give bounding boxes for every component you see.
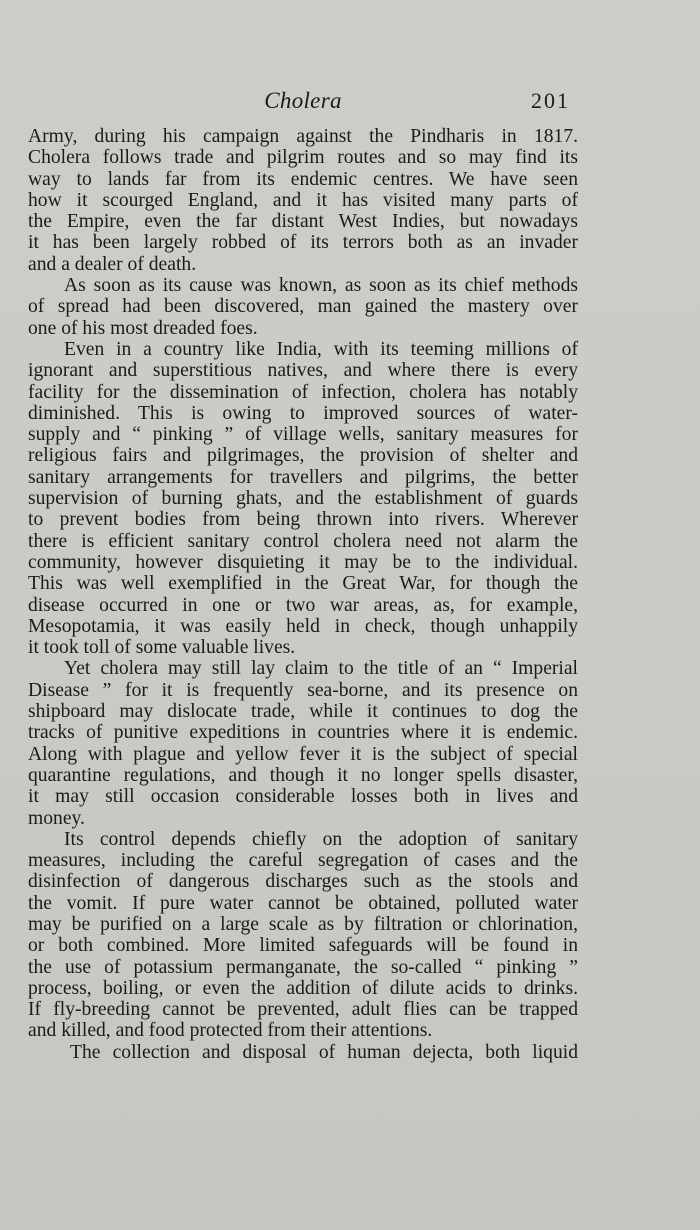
text-line: or both combined. More limited safeguards will be found in: [28, 935, 578, 957]
text-line: to prevent bodies from being thrown into rivers. Wherever: [28, 509, 578, 531]
text-line: Even in a country like India, with its teeming millions of: [64, 338, 578, 360]
running-head: [28, 84, 578, 118]
text-line: ignorant and superstitious natives, and where there is every: [28, 360, 578, 382]
text-line: supply and “ pinking ” of village wells, sanitary measures for: [28, 424, 578, 446]
text-line: This was well exemplified in the Great War, for though the: [28, 573, 578, 595]
text-line: facility for the dissemination of infection, cholera has notably: [28, 381, 578, 403]
text-line: shipboard may dislocate trade, while it continues to dog the: [28, 701, 578, 723]
text-line: may be purified on a large scale as by filtration or chlorination,: [28, 913, 578, 935]
text-line: religious fairs and pilgrimages, the provision of shelter and: [28, 445, 578, 467]
page-number: 201: [531, 88, 570, 113]
text-line: it has been largely robbed of its terrors both as an invader: [28, 232, 578, 254]
text-line: tracks of punitive expeditions in countries where it is endemic.: [28, 722, 578, 744]
text-line: Army, during his campaign against the Pindharis in 1817.: [28, 126, 578, 147]
text-line: disease occurred in one or two war areas, as, for example,: [28, 594, 578, 616]
text-line: it took toll of some valuable lives.: [28, 637, 296, 659]
text-line: money.: [28, 807, 85, 829]
text-line: Disease ” for it is frequently sea-borne, and its presence on: [28, 679, 578, 701]
text-line: The collection and disposal of human dejecta, both liquid: [70, 1041, 578, 1063]
text-line: If fly-breeding cannot be prevented, adult flies can be trapped: [28, 999, 578, 1021]
text-line: Along with plague and yellow fever it is the subject of special: [28, 743, 578, 765]
text-line: one of his most dreaded foes.: [28, 317, 258, 339]
text-line: the vomit. If pure water cannot be obtained, polluted water: [28, 892, 578, 914]
text-line: the use of potassium permanganate, the so-called “ pinking ”: [28, 956, 578, 978]
text-line: process, boiling, or even the addition of dilute acids to drinks.: [28, 977, 578, 999]
text-line: As soon as its cause was known, as soon as its chief methods: [64, 275, 578, 297]
text-line: there is efficient sanitary control cholera need not alarm the: [28, 530, 578, 552]
body-text: [28, 126, 578, 1063]
text-line: and killed, and food protected from their attentions.: [28, 1020, 433, 1042]
text-line: Cholera follows trade and pilgrim routes and so may find its: [28, 147, 578, 169]
text-line: of spread had been discovered, man gained the mastery over: [28, 296, 578, 318]
running-title: Cholera: [264, 88, 342, 113]
text-line: Mesopotamia, it was easily held in check, though unhappily: [28, 615, 578, 637]
text-line: Yet cholera may still lay claim to the title of an “ Imperial: [64, 658, 578, 680]
text-line: community, however disquieting it may be to the individual.: [28, 551, 578, 573]
text-line: disinfection of dangerous discharges such as the stools and: [28, 871, 578, 893]
text-line: Its control depends chiefly on the adoption of sanitary: [64, 828, 578, 850]
text-line: sanitary arrangements for travellers and pilgrims, the better: [28, 466, 578, 488]
text-line: it may still occasion considerable losses both in lives and: [28, 786, 578, 808]
text-line: quarantine regulations, and though it no longer spells disaster,: [28, 764, 578, 786]
text-line: measures, including the careful segregation of cases and the: [28, 850, 578, 872]
text-line: the Empire, even the far distant West Indies, but nowadays: [28, 211, 578, 233]
text-line: way to lands far from its endemic centres. We have seen: [28, 168, 578, 190]
text-line: supervision of burning ghats, and the establishment of guards: [28, 488, 578, 510]
text-line: diminished. This is owing to improved sources of water-: [28, 402, 578, 424]
text-line: and a dealer of death.: [28, 253, 197, 275]
text-line: how it scourged England, and it has visited many parts of: [28, 189, 578, 211]
